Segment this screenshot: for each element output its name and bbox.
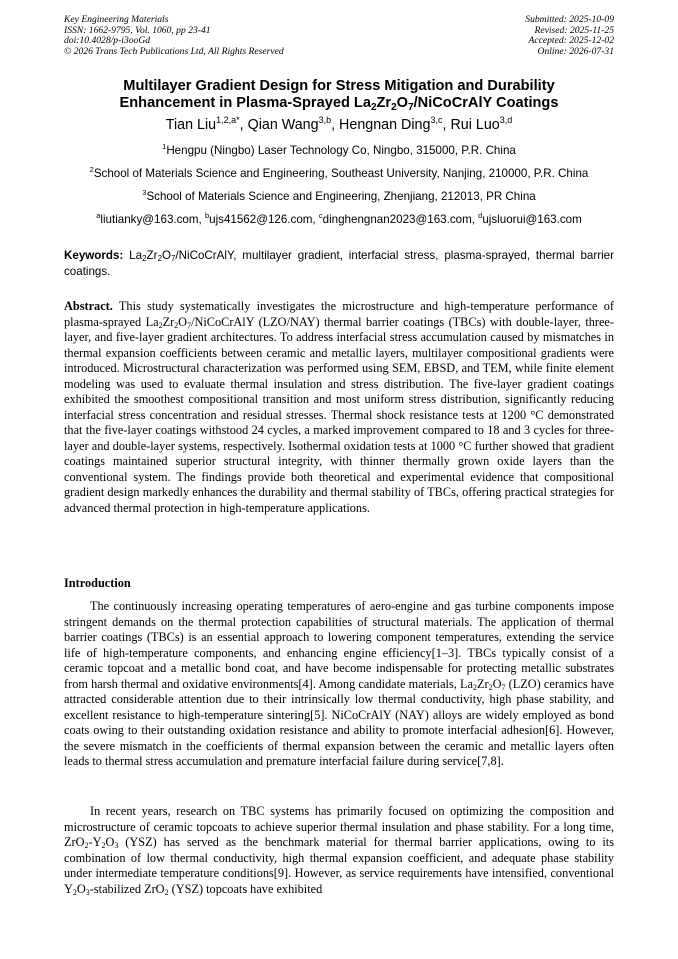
date-revised: Revised: 2025-11-25 xyxy=(534,24,614,36)
journal-name: Key Engineering Materials xyxy=(64,14,169,25)
publication-dates xyxy=(525,15,614,57)
paper-title xyxy=(40,78,638,111)
keywords: Keywords: $La_2Zr_2O_7$/NiCoCrAlY, multilayer gradient, interfacial stress, plasma-sprayed, thermal barrier coatings. xyxy=(64,249,614,278)
affiliation-1: $^1$Hengpu (Ningbo) Laser Technology Co, Ningbo, 315000, P.R. China xyxy=(162,142,516,157)
author-list: Tian Liu$^{1,2,a*}$, Qian Wang$^{3,b}$, Hengnan Ding$^{3,c}$, Rui Luo$^{3,d}$ xyxy=(165,115,513,133)
journal-issn: ISSN: 1662-9795, Vol. 1060, pp 23-41 xyxy=(64,24,211,36)
intro-paragraph-1: The continuously increasing operating temperatures of aero-engine and gas turbine components impose stringent demands on the thermal protection capabilities of structural materials. The application of thermal barrier coatings (TBCs) is an essential approach to lowering component temperatures, extending the service life of high-temperature components, and enhancing engine efficiency[1–3]. TBCs typically consist of a ceramic topcoat and a metallic bond coat, and have become indispensable for protecting metallic substrates from harsh thermal and oxidative environments[4]. Among candidate materials, $La_2Zr_2O_7$ (LZO) ceramics have attracted considerable attention due to their intrinsically low thermal conductivity, high phase stability, and excellent resistance to high-temperature sintering[5]. NiCoCrAlY (NAY) alloys are widely employed as bond coats owing to their outstanding oxidation resistance and ability to promote interfacial adhesion[6]. However, the severe mismatch in the coefficients of thermal expansion between the ceramic and metallic layers often leads to thermal stress accumulation and premature interfacial failure during service[7,8]. xyxy=(64,599,614,768)
journal-info xyxy=(64,15,284,57)
abstract-label: Abstract. xyxy=(64,299,113,313)
date-submitted: Submitted: 2025-10-09 xyxy=(525,14,614,25)
author-name: Hengnan Ding xyxy=(339,117,431,133)
title-line-2: Enhancement in Plasma-Sprayed $La_2Zr_2O_7$/NiCoCrAlY Coatings xyxy=(119,94,559,113)
section-heading-introduction: Introduction xyxy=(64,576,131,590)
author-name: Tian Liu xyxy=(165,117,217,133)
title-line-1: Multilayer Gradient Design for Stress Mitigation and Durability xyxy=(123,78,555,94)
intro-paragraph-2: In recent years, research on TBC systems has primarily focused on optimizing the composition and microstructure of ceramic topcoats to achieve superior thermal insulation and phase stability. For a long time, $ZrO_2-Y_2O_3$ (YSZ) has served as the benchmark material for thermal barrier applications, owing to its combination of low thermal conductivity, high thermal expansion coefficient, and adequate phase stability under intermediate temperature conditions[9]. However, as service requirements have intensified, conventional $Y_2O_3$-stabilized ZrO$_2$ (YSZ) topcoats have exhibited xyxy=(64,804,614,897)
author-emails: $^a$liutianky@163.com, $^b$ujs41562@126.com, $^c$dinghengnan2023@163.com, $^d$ujsluorui@163.com xyxy=(96,211,582,226)
journal-doi: doi:10.4028/p-i3ooGd xyxy=(64,35,151,47)
journal-copyright: © 2026 Trans Tech Publications Ltd, All Rights Reserved xyxy=(64,45,284,57)
author-name: Qian Wang xyxy=(247,117,319,133)
affiliation-2: $^2$School of Materials Science and Engineering, Southeast University, Nanjing, 210000, P.R. China xyxy=(89,165,589,180)
date-accepted: Accepted: 2025-12-02 xyxy=(528,35,614,47)
keywords-label: Keywords: xyxy=(64,249,124,262)
abstract: Abstract. This study systematically investigates the microstructure and high-temperature performance of plasma-sprayed $La_2Zr_2O_7$/NiCoCrAlY (LZO/NAY) thermal barrier coatings (TBCs) with double-layer, three-layer, and five-layer gradient architectures. To address interfacial stress accumulation caused by mismatches in thermal expansion coefficients between ceramic and metallic layers, multilayer compositional gradients were introduced. Microstructural characterization was performed using SEM, EBSD, and TEM, while finite element modeling was used to evaluate thermal insulation and stress distribution. The five-layer gradient coatings exhibited the smoothest compositional transition and most uniform stress distribution, significantly reducing interfacial stress concentration and residual stresses. Thermal shock resistance tests at 1200 °C demonstrated that the five-layer coatings withstood 24 cycles, a marked improvement compared to 18 and 3 cycles for three-layer and double-layer systems, respectively. Isothermal oxidation tests at 1000 °C further showed that gradient coatings maintained superior structural integrity, with thinner thermally grown oxide layers than the conventional system. The findings provide both theoretical and experimental evidence that compositional gradient design markedly enhances the durability and thermal stability of TBCs, offering practical strategies for advanced thermal protection in high-temperature applications. xyxy=(64,299,614,515)
date-online: Online: 2026-07-31 xyxy=(537,45,614,57)
affiliation-3: $^3$School of Materials Science and Engineering, Zhenjiang, 212013, PR China xyxy=(142,188,536,203)
author-name: Rui Luo xyxy=(450,117,500,133)
